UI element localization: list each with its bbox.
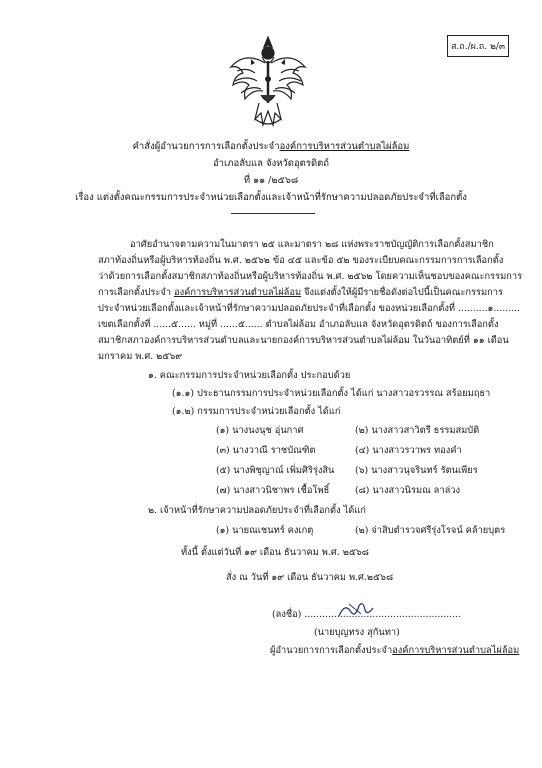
body-line-6: เขตเลือกตั้งที่ ......๕...... หมู่ที่ ......๕...... ตำบลไผ่ล้อม อำเภอลับแล จังหวัดอุตรดิตถ์ ของการเลือกตั้ง bbox=[98, 319, 499, 330]
body-line-4-a: การเลือกตั้งประจำ bbox=[98, 287, 175, 298]
committee-member: (๓) นางวาณี ราชบัณฑิต bbox=[216, 445, 316, 456]
signatory-name: (นายบุญทรง สุกันทา) bbox=[314, 627, 400, 638]
security-member: (๒) จ่าสิบตำรวจศรีรุ่งโรจน์ คล้ายบุตร bbox=[355, 525, 506, 536]
order-date: สั่ง ณ วันที่ ๑๙ เดือน ธันวาคม พ.ศ.๒๕๖๘ bbox=[226, 572, 394, 583]
committee-member: (๖) นางสาวนุจรินทร์ รัตนเพียร bbox=[355, 465, 478, 476]
committee-member: (๒) นางสาวสาวิตรี ธรรมสมบัติ bbox=[355, 425, 480, 436]
committee-chair: (๑.๑) ประธานกรรมการประจำหน่วยเลือกตั้ง ได้แก่ นางสาวอรวรรณ สร้อยมฤธา bbox=[172, 388, 491, 399]
signatory-position bbox=[270, 643, 519, 658]
garuda-emblem-icon bbox=[225, 33, 311, 131]
committee-member: (๔) นางสาวรวาพร ทองคำ bbox=[355, 445, 462, 456]
effective-date: ทั้งนี้ ตั้งแต่วันที่ ๑๙ เดือน ธันวาคม พ.ศ. ๒๕๖๘ bbox=[181, 547, 369, 558]
body-line-4-org: องค์การบริหารส่วนตำบลไผ่ล้อม bbox=[174, 287, 302, 298]
signatory-position-org: องค์การบริหารส่วนตำบลไผ่ล้อม bbox=[392, 645, 520, 656]
body-line-3: ว่าด้วยการเลือกตั้งสมาชิกสภาท้องถิ่นหรือผู้บริหารท้องถิ่น พ.ศ. ๒๕๖๒ โดยความเห็นชอบของคณะกรรมการ bbox=[98, 271, 523, 282]
security-heading: ๒. เจ้าหน้าที่รักษาความปลอดภัยประจำที่เลือกตั้ง ได้แก่ bbox=[148, 505, 366, 516]
signature-line: (ลงชื่อ) ..................................................... bbox=[272, 609, 461, 620]
committee-member: (๑) นางนงนุช อุ่นกาศ bbox=[216, 425, 304, 436]
body-line-2: สภาท้องถิ่นหรือผู้บริหารท้องถิ่น พ.ศ. ๒๕๖๒ ข้อ ๔๕ และข้อ ๕๒ ของระเบียบคณะกรรมการการเลือกตั้ง bbox=[98, 255, 504, 266]
order-title-org: องค์การบริหารส่วนตำบลไผ่ล้อม bbox=[279, 141, 410, 152]
subject-text: แต่งตั้งคณะกรรมการประจำหน่วยเลือกตั้งและเจ้าหน้าที่รักษาความปลอดภัยประจำที่เลือกตั้ง bbox=[96, 192, 467, 203]
signatory-position-prefix: ผู้อำนวยการการเลือกตั้งประจำ bbox=[270, 645, 393, 656]
order-title bbox=[0, 139, 542, 154]
body-line-5: ประจำหน่วยเลือกตั้งและเจ้าหน้าที่รักษาความปลอดภัยประจำที่เลือกตั้ง ของหน่วยเลือกตั้งที่ ..........๑......... bbox=[98, 303, 521, 314]
committee-member: (๕) นางพิชุญาณ์ เพิ่มศิริรุ่งสิน bbox=[216, 465, 335, 476]
body-line-1: อาศัยอำนาจตามความในมาตรา ๒๕ และมาตรา ๒๘ แห่งพระราชบัญญัติการเลือกตั้งสมาชิก bbox=[130, 239, 494, 250]
committee-members-heading: (๑.๒) กรรมการประจำหน่วยเลือกตั้ง ได้แก่ bbox=[172, 406, 341, 417]
title-divider bbox=[231, 213, 315, 214]
subject-label: เรื่อง bbox=[75, 192, 94, 203]
order-number: ที่ ๑๑ /๒๕๖๘ bbox=[243, 175, 299, 186]
body-line-7: สมาชิกสภาองค์การบริหารส่วนตำบลและนายกองค์การบริหารส่วนตำบลไผ่ล้อม ในวันอาทิตย์ที่ ๑๑ เดือน bbox=[98, 335, 509, 346]
order-title-prefix: คำสั่งผู้อำนวยการการเลือกตั้งประจำ bbox=[132, 141, 280, 152]
committee-member: (๗) นางสาวนิชาพร เชื้อโพธิ์ bbox=[216, 485, 330, 496]
security-member: (๑) นายณเชนทร์ คงเกตุ bbox=[216, 525, 314, 536]
body-line-4 bbox=[98, 285, 503, 300]
order-district: อำเภอลับแล จังหวัดอุตรดิตถ์ bbox=[212, 158, 330, 169]
body-line-4-c: จึงแต่งตั้งให้ผู้มีรายชื่อดังต่อไปนี้เป็นคณะกรรมการ bbox=[301, 287, 503, 298]
committee-member: (๘) นางสาวนิรมณ ลาล่วง bbox=[355, 485, 461, 496]
committee-heading: ๑. คณะกรรมการประจำหน่วยเลือกตั้ง ประกอบด้วย bbox=[148, 370, 351, 381]
form-reference: ส.ถ./ผ.ถ. ๒/๓ bbox=[447, 35, 509, 57]
body-line-8: มกราคม พ.ศ. ๒๕๖๙ bbox=[98, 351, 183, 362]
order-subject bbox=[0, 190, 542, 205]
